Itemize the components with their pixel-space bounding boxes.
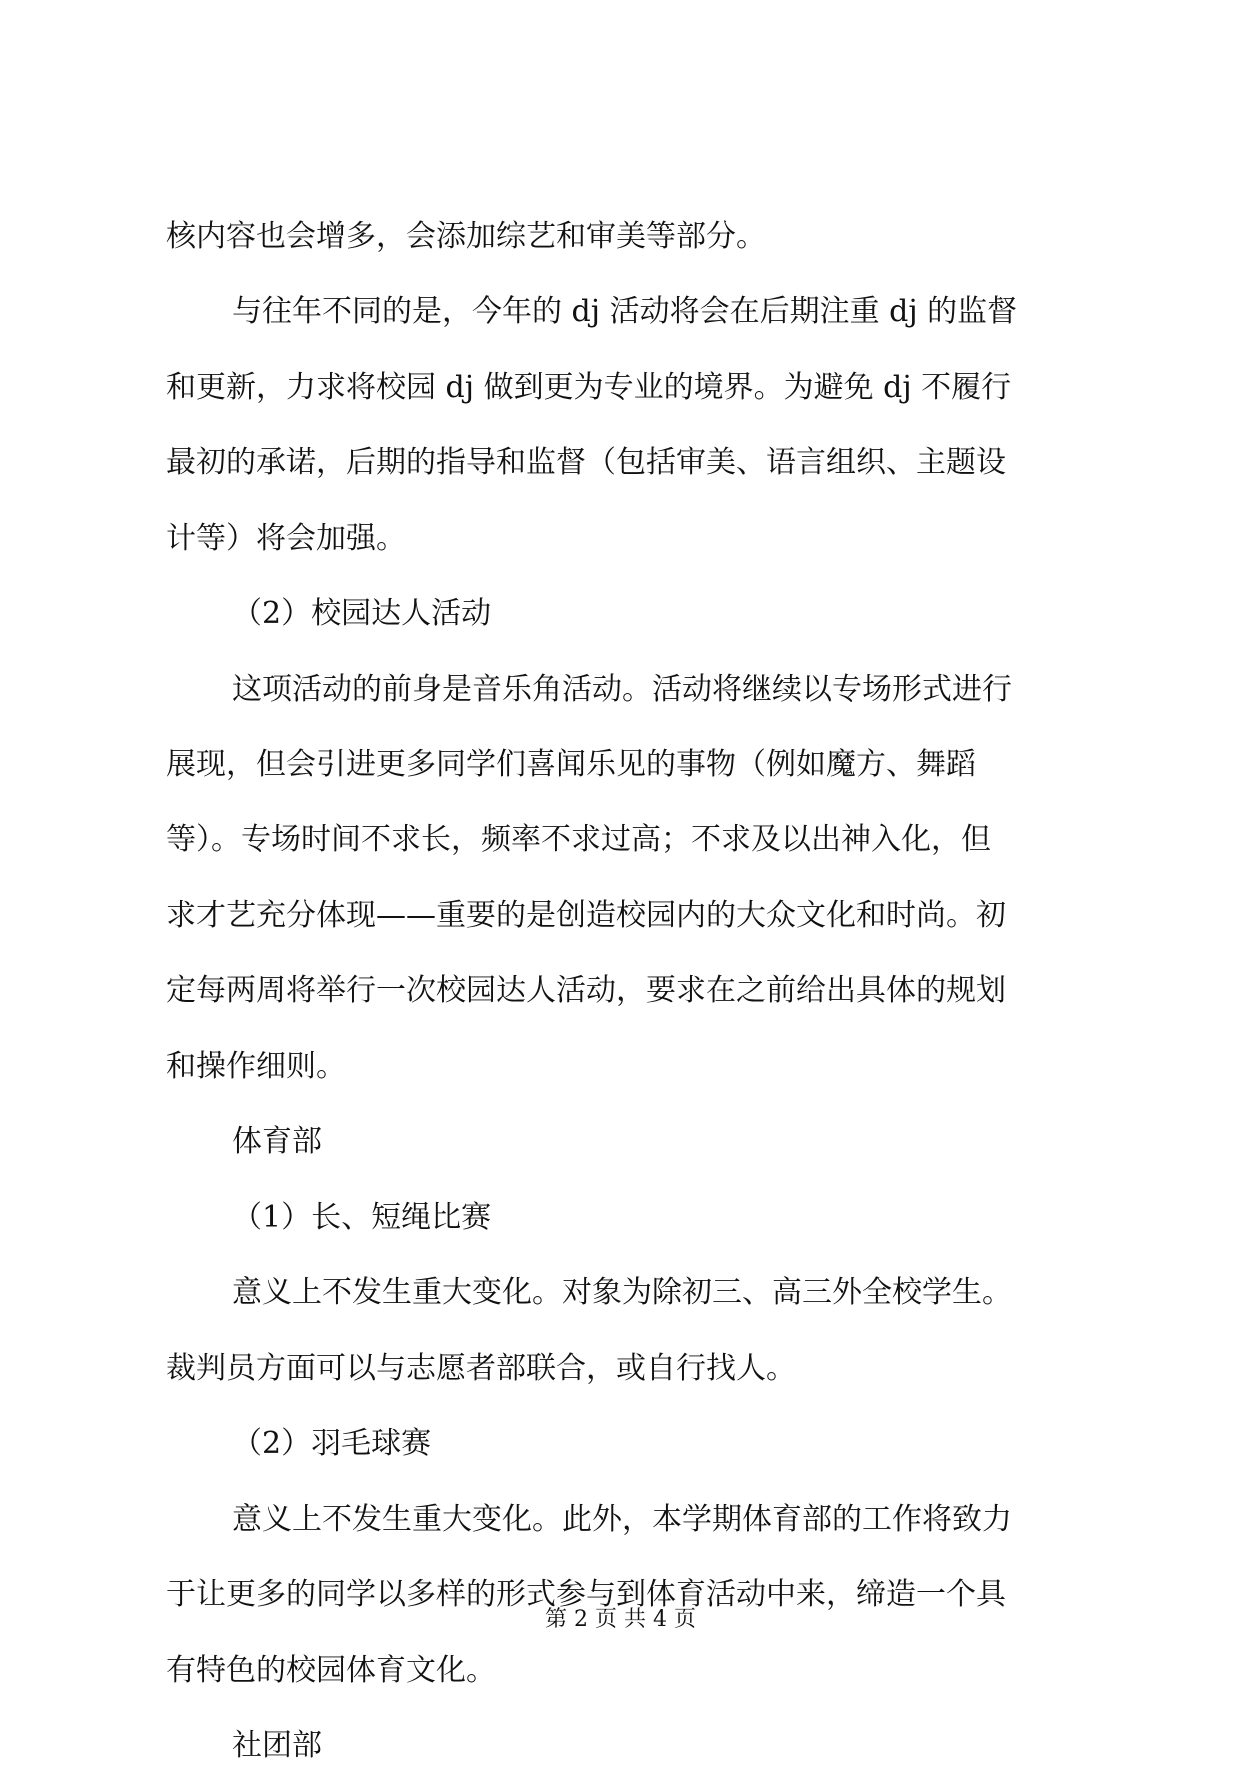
page-number-footer: 第 2 页 共 4 页 (545, 1607, 696, 1632)
text-line: 核内容也会增多，会添加综艺和审美等部分。 (166, 219, 766, 254)
text-line: 意义上不发生重大变化。对象为除初三、高三外全校学生。 (232, 1275, 1012, 1310)
text-line: 定每两周将举行一次校园达人活动，要求在之前给出具体的规划 (166, 973, 1006, 1008)
text-line: 这项活动的前身是音乐角活动。活动将继续以专场形式进行 (232, 672, 1012, 707)
text-line: 裁判员方面可以与志愿者部联合，或自行找人。 (166, 1351, 796, 1386)
text-line: 与往年不同的是，今年的 dj 活动将会在后期注重 dj 的监督 (232, 294, 1018, 329)
section-heading: 社团部 (232, 1728, 322, 1763)
text-line: 计等）将会加强。 (166, 521, 406, 556)
text-line: 最初的承诺，后期的指导和监督（包括审美、语言组织、主题设 (166, 445, 1006, 480)
section-heading: （2）校园达人活动 (232, 596, 492, 631)
text-line: 求才艺充分体现——重要的是创造校园内的大众文化和时尚。初 (166, 898, 1006, 933)
text-line: 展现，但会引进更多同学们喜闻乐见的事物（例如魔方、舞蹈 (166, 747, 976, 782)
section-heading: （1）长、短绳比赛 (232, 1200, 492, 1235)
text-line: 于让更多的同学以多样的形式参与到体育活动中来，缔造一个具 (166, 1577, 1006, 1612)
text-line: 和更新，力求将校园 dj 做到更为专业的境界。为避免 dj 不履行 (166, 370, 1012, 405)
text-line: 等）。专场时间不求长，频率不求过高；不求及以出神入化，但 (166, 822, 991, 857)
text-line: 有特色的校园体育文化。 (166, 1653, 496, 1688)
text-line: 和操作细则。 (166, 1049, 346, 1084)
text-line: 意义上不发生重大变化。此外，本学期体育部的工作将致力 (232, 1502, 1012, 1537)
section-heading: 体育部 (232, 1124, 322, 1159)
section-heading: （2）羽毛球赛 (232, 1426, 432, 1461)
